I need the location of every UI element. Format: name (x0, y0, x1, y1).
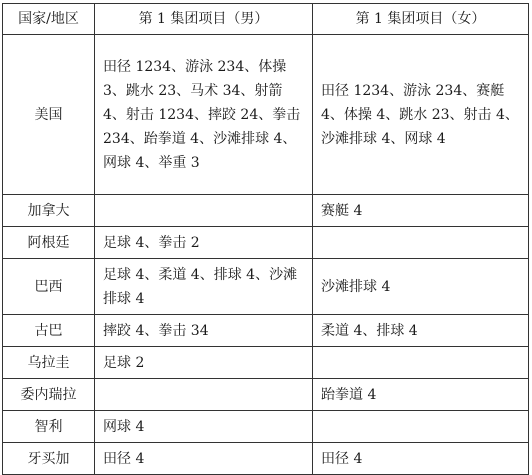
country-cell: 加拿大 (3, 195, 95, 227)
table-body (3, 35, 529, 475)
women-events-cell: 跆拳道 4 (313, 379, 529, 411)
table-row (3, 443, 529, 475)
country-cell: 乌拉圭 (3, 347, 95, 379)
table-row (3, 195, 529, 227)
country-cell: 智利 (3, 411, 95, 443)
country-cell: 牙买加 (3, 443, 95, 475)
sports-table (2, 3, 529, 475)
country-cell: 巴西 (3, 259, 95, 315)
table-row (3, 227, 529, 259)
table-header-row (3, 4, 529, 35)
women-events-cell: 田径 1234、游泳 234、赛艇 4、体操 4、跳水 23、射击 4、沙滩排球 4、网球 4 (313, 35, 529, 195)
women-events-cell: 田径 4 (313, 443, 529, 475)
header-men-events: 第 1 集团项目（男） (95, 4, 313, 35)
country-cell: 委内瑞拉 (3, 379, 95, 411)
women-events-cell: 沙滩排球 4 (313, 259, 529, 315)
men-events-cell: 网球 4 (95, 411, 313, 443)
women-events-cell (313, 411, 529, 443)
men-events-cell: 田径 4 (95, 443, 313, 475)
country-cell: 古巴 (3, 315, 95, 347)
men-events-cell: 足球 4、拳击 2 (95, 227, 313, 259)
men-events-cell: 足球 2 (95, 347, 313, 379)
men-events-cell: 足球 4、柔道 4、排球 4、沙滩排球 4 (95, 259, 313, 315)
table-row (3, 379, 529, 411)
men-events-cell: 摔跤 4、拳击 34 (95, 315, 313, 347)
table-row (3, 35, 529, 195)
table-row (3, 347, 529, 379)
table-row (3, 315, 529, 347)
women-events-cell (313, 227, 529, 259)
country-cell: 美国 (3, 35, 95, 195)
header-women-events: 第 1 集团项目（女） (313, 4, 529, 35)
women-events-cell: 柔道 4、排球 4 (313, 315, 529, 347)
men-events-cell (95, 195, 313, 227)
table-row (3, 259, 529, 315)
women-events-cell (313, 347, 529, 379)
men-events-cell: 田径 1234、游泳 234、体操 3、跳水 23、马术 34、射箭 4、射击 1234、摔跤 24、拳击 234、跆拳道 4、沙滩排球 4、网球 4、举重 3 (95, 35, 313, 195)
women-events-cell: 赛艇 4 (313, 195, 529, 227)
country-cell: 阿根廷 (3, 227, 95, 259)
header-country: 国家/地区 (3, 4, 95, 35)
men-events-cell (95, 379, 313, 411)
table-row (3, 411, 529, 443)
